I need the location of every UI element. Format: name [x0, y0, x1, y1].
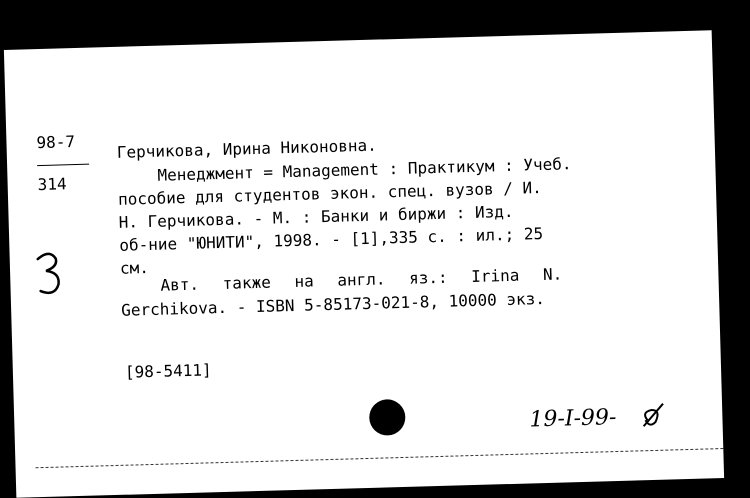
card-bottom-dashed-line	[36, 448, 724, 468]
author-heading: Герчикова, Ирина Никоновна.	[116, 135, 378, 162]
note-line-1: Авт. также на англ. яз.: Irina N.	[160, 264, 563, 295]
description-line-4: об-ние "ЮНИТИ", 1998. - [1],335 с. : ил.; 25	[119, 223, 544, 255]
note-line-2: Gerchikova. - ISBN 5-85173-021-8, 10000 экз.	[120, 288, 546, 320]
description-line-1: Менеджмент = Management : Практикум : Учеб.	[157, 154, 572, 185]
description-line-2: пособие для студентов экон. спец. вузов / И.	[117, 178, 543, 209]
call-number-divider	[37, 164, 89, 166]
call-number-bottom: 314	[37, 174, 67, 195]
handwritten-numeral-mark	[29, 248, 70, 299]
signature-flourish	[639, 400, 670, 431]
record-number: [98-5411]	[124, 360, 212, 382]
call-number-top: 98-7	[36, 132, 76, 153]
description-line-3: Н. Герчикова. - М. : Банки и биржи : Изд.	[118, 201, 514, 232]
handwritten-date-stamp: 19-I-99-	[529, 405, 617, 433]
card-punch-hole	[369, 399, 406, 436]
description-line-5: см.	[119, 258, 150, 278]
catalog-card	[4, 30, 724, 498]
